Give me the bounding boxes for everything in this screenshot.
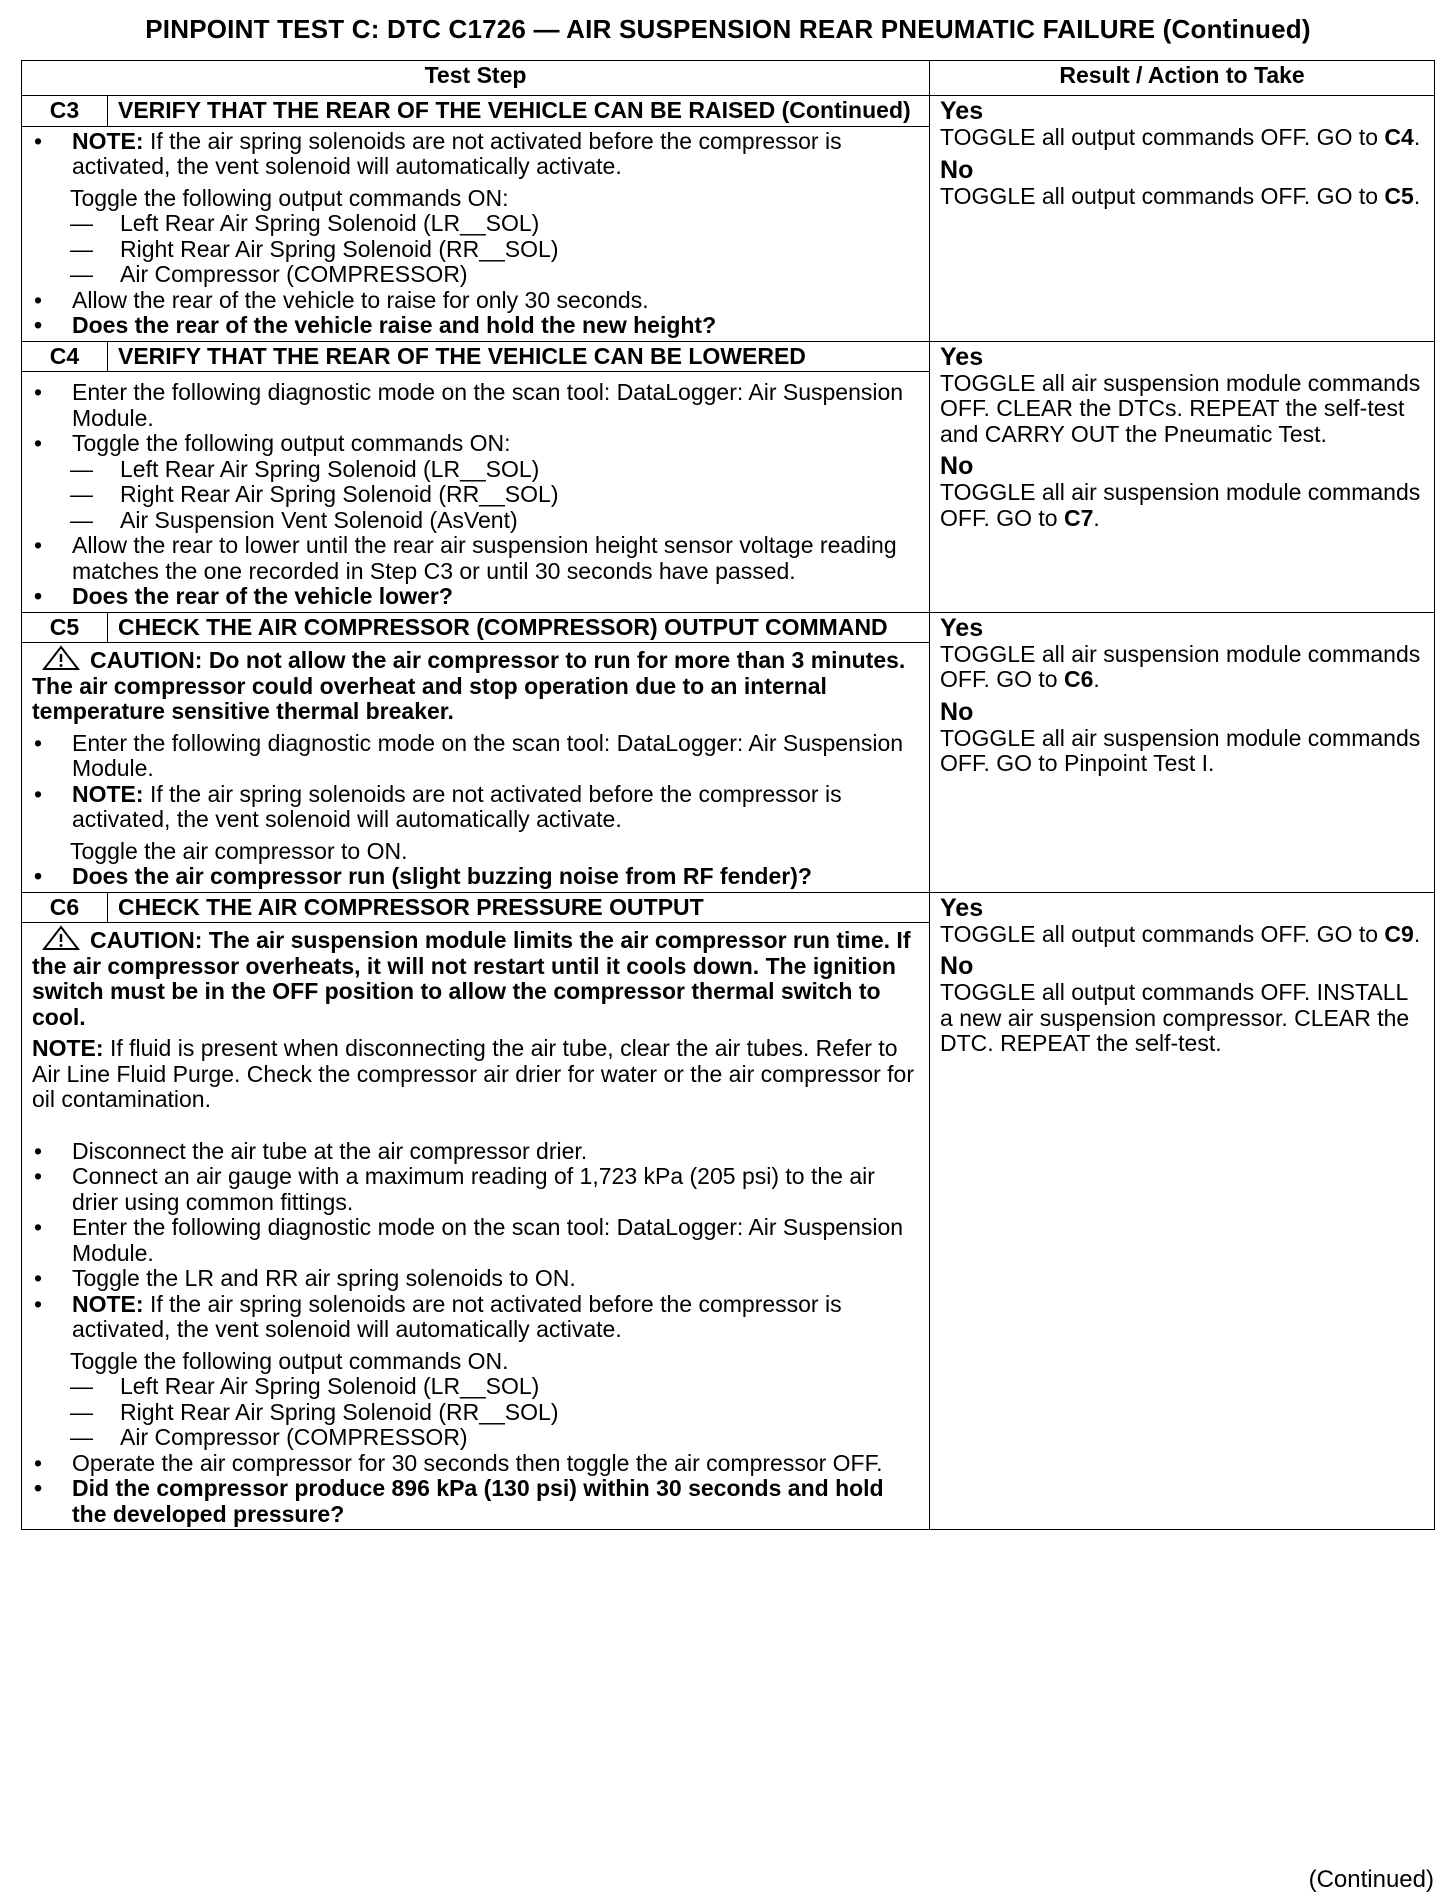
header-test-step: Test Step	[22, 61, 930, 96]
list-item: • NOTE: If the air spring solenoids are not activated before the compressor is activated, the vent solenoid will automatically activate.	[34, 1290, 842, 1342]
list-item: — Air Compressor (COMPRESSOR)	[70, 1424, 468, 1450]
step-title: CHECK THE AIR COMPRESSOR (COMPRESSOR) OUTPUT COMMAND	[108, 612, 930, 643]
yes-label: Yes	[940, 97, 984, 125]
step-question: • Does the rear of the vehicle lower?	[34, 583, 453, 609]
goto-step: C4	[1384, 124, 1414, 150]
yes-label: Yes	[940, 893, 984, 922]
no-label: No	[940, 697, 974, 726]
toggle-intro: Toggle the following output commands ON:	[70, 184, 509, 211]
yes-action: TOGGLE all output commands OFF. GO to C4.	[940, 124, 1421, 150]
step-question: • Does the rear of the vehicle raise and hold the new height?	[34, 312, 717, 338]
note-block: NOTE: If fluid is present when disconnecting the air tube, clear the air tubes. Refer to Air Line Fluid Purge. Check the compressor air drier for water or the air compressor for oil contamination.	[32, 1035, 914, 1112]
table-header-row	[22, 61, 1435, 96]
no-label: No	[940, 452, 974, 480]
list-item: • Allow the rear of the vehicle to raise for only 30 seconds.	[34, 286, 649, 313]
step-id: C6	[22, 892, 108, 923]
no-action: TOGGLE all air suspension module commands OFF. GO to Pinpoint Test I.	[940, 724, 1421, 776]
no-action: TOGGLE all air suspension module commands OFF. GO to C7.	[940, 479, 1421, 531]
step-title: CHECK THE AIR COMPRESSOR PRESSURE OUTPUT	[108, 892, 930, 923]
list-item: • Disconnect the air tube at the air compressor drier.	[34, 1137, 588, 1164]
step-question: • Does the air compressor run (slight buzzing noise from RF fender)?	[34, 863, 812, 889]
step-id: C3	[22, 96, 108, 127]
goto-step: C9	[1384, 920, 1414, 947]
list-item: — Right Rear Air Spring Solenoid (RR__SOL)	[70, 235, 559, 262]
step-c5-title-row	[22, 612, 1435, 643]
list-item: • Enter the following diagnostic mode on the scan tool: DataLogger: Air Suspension Module.	[34, 1214, 904, 1266]
goto-step: C6	[1063, 666, 1094, 692]
no-label: No	[940, 952, 974, 980]
step-question: • Did the compressor produce 896 kPa (130 psi) within 30 seconds and hold the developed pressure?	[34, 1475, 884, 1527]
list-item: • NOTE: If the air spring solenoids are not activated before the compressor is activated, the vent solenoid will automatically activate.	[34, 780, 842, 832]
step-c3-result	[930, 96, 1435, 342]
step-c3-body	[22, 126, 930, 341]
yes-action: TOGGLE all output commands OFF. GO to C9.	[940, 920, 1421, 947]
page-title: PINPOINT TEST C: DTC C1726 — AIR SUSPENSION REAR PNEUMATIC FAILURE (Continued)	[145, 14, 1311, 44]
warning-triangle-icon	[42, 645, 80, 671]
list-item: — Right Rear Air Spring Solenoid (RR__SOL)	[70, 481, 559, 507]
toggle-intro: Toggle the following output commands ON.	[70, 1347, 509, 1374]
step-c6-result	[930, 892, 1435, 1530]
step-c5-body	[22, 643, 930, 893]
list-item: — Left Rear Air Spring Solenoid (LR__SOL)	[70, 455, 540, 482]
list-item: • Toggle the LR and RR air spring solenoids to ON.	[34, 1265, 576, 1291]
no-action: TOGGLE all output commands OFF. INSTALL a new air suspension compressor. CLEAR the DTC. REPEAT the self-test.	[940, 979, 1410, 1056]
list-item: • Enter the following diagnostic mode on the scan tool: DataLogger: Air Suspension Module.	[34, 729, 904, 781]
caution-block: CAUTION: The air suspension module limits the air compressor run time. If the air compressor overheats, it will not restart until it cools down. The ignition switch must be in the OFF position to allow the compressor thermal switch to cool.	[32, 927, 911, 1030]
list-item: • Allow the rear to lower until the rear air suspension height sensor voltage reading matches the one recorded in Step C3 or until 30 seconds have passed.	[34, 532, 897, 584]
continued-footer: (Continued)	[1308, 1866, 1434, 1893]
step-id: C4	[22, 341, 108, 372]
step-title: VERIFY THAT THE REAR OF THE VEHICLE CAN BE RAISED (Continued)	[108, 96, 930, 127]
step-c4-title-row	[22, 341, 1435, 372]
yes-label: Yes	[940, 613, 984, 642]
list-item: — Air Suspension Vent Solenoid (AsVent)	[70, 506, 518, 533]
list-item: • NOTE: If the air spring solenoids are not activated before the compressor is activated, the vent solenoid will automatically activate.	[34, 127, 842, 179]
warning-triangle-icon	[42, 925, 80, 951]
step-title: VERIFY THAT THE REAR OF THE VEHICLE CAN BE LOWERED	[108, 341, 930, 372]
list-item: • Enter the following diagnostic mode on the scan tool: DataLogger: Air Suspension Module.	[34, 379, 904, 431]
pinpoint-test-table	[21, 60, 1435, 1530]
list-item: • Operate the air compressor for 30 seconds then toggle the air compressor OFF.	[34, 1449, 883, 1476]
no-label: No	[940, 155, 974, 184]
yes-label: Yes	[940, 342, 984, 371]
list-item: — Left Rear Air Spring Solenoid (LR__SOL)	[70, 210, 540, 236]
list-item: — Left Rear Air Spring Solenoid (LR__SOL)	[70, 1373, 540, 1399]
toggle-text: Toggle the air compressor to ON.	[70, 837, 408, 864]
list-item: — Right Rear Air Spring Solenoid (RR__SOL)	[70, 1398, 559, 1425]
step-c4-result	[930, 341, 1435, 612]
yes-action: TOGGLE all air suspension module commands OFF. GO to C6.	[940, 640, 1421, 692]
step-c6-title-row	[22, 892, 1435, 923]
goto-step: C7	[1063, 504, 1094, 531]
step-c5-result	[930, 612, 1435, 892]
step-c4-body	[22, 372, 930, 613]
no-action: TOGGLE all output commands OFF. GO to C5.	[940, 182, 1421, 209]
step-id: C5	[22, 612, 108, 643]
list-item: — Air Compressor (COMPRESSOR)	[70, 261, 468, 287]
step-c6-body	[22, 923, 930, 1530]
list-item: • Toggle the following output commands ON:	[34, 430, 511, 456]
step-c3-title-row	[22, 96, 1435, 127]
list-item: • Connect an air gauge with a maximum reading of 1,723 kPa (205 psi) to the air drier using common fittings.	[34, 1163, 875, 1215]
caution-block: CAUTION: Do not allow the air compressor to run for more than 3 minutes. The air compressor could overheat and stop operation due to an internal temperature sensitive thermal breaker.	[32, 647, 906, 724]
yes-action: TOGGLE all air suspension module commands OFF. CLEAR the DTCs. REPEAT the self-test and CARRY OUT the Pneumatic Test.	[940, 369, 1421, 447]
goto-step: C5	[1384, 182, 1414, 209]
header-result: Result / Action to Take	[930, 61, 1435, 96]
